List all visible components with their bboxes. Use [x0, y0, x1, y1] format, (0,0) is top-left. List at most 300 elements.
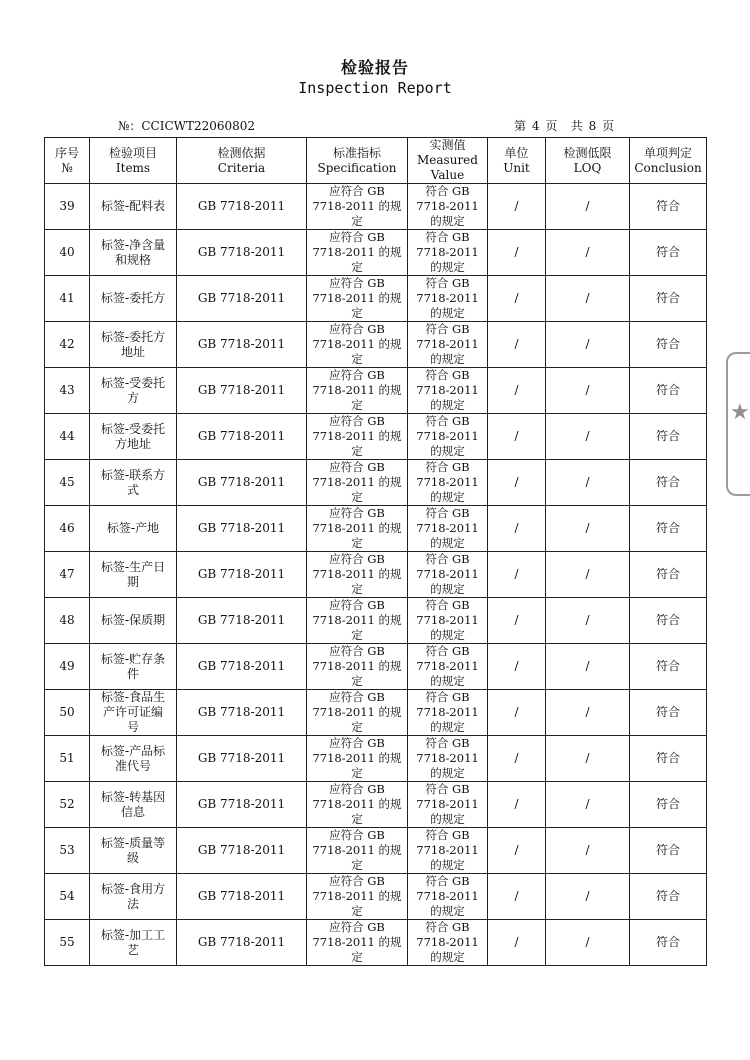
criteria-cell: GB 7718-2011	[177, 598, 307, 644]
spec-cell	[307, 552, 408, 598]
item-cell-line: 标签-配料表	[100, 199, 166, 213]
measured-cell-line: 的规定	[430, 306, 465, 320]
unit-cell: /	[488, 690, 546, 736]
measured-cell-line: 7718-2011	[416, 199, 479, 213]
measured-cell-line: 7718-2011	[416, 843, 479, 857]
item-cell-line: 标签-食用方	[100, 881, 166, 896]
item-cell-line: 件	[126, 666, 139, 681]
measured-cell-line: 的规定	[430, 444, 465, 458]
conclusion-cell: 符合	[630, 920, 707, 966]
measured-cell	[408, 368, 488, 414]
loq-cell: /	[546, 920, 630, 966]
measured-cell-line: 的规定	[430, 904, 465, 918]
unit-cell: /	[488, 736, 546, 782]
item-cell-line: 和规格	[114, 252, 151, 267]
row-number: 47	[45, 552, 90, 598]
spec-cell	[307, 322, 408, 368]
column-header-cn: 标准指标	[332, 145, 381, 160]
item-cell-line: 式	[126, 482, 139, 497]
column-header-cn: 单位	[504, 145, 529, 160]
column-header-cn: 检测低限	[563, 145, 612, 160]
spec-cell-line: 7718-2011 的规	[312, 935, 402, 949]
conclusion-cell: 符合	[630, 414, 707, 460]
measured-cell-line: 7718-2011	[416, 889, 479, 903]
spec-cell	[307, 644, 408, 690]
table-row	[45, 460, 707, 506]
spec-cell	[307, 598, 408, 644]
criteria-cell: GB 7718-2011	[177, 368, 307, 414]
measured-cell-line: 7718-2011	[416, 291, 479, 305]
item-cell	[90, 414, 177, 460]
measured-cell-line: 符合 GB	[425, 552, 470, 566]
column-header-en: Specification	[317, 160, 397, 175]
criteria-cell: GB 7718-2011	[177, 184, 307, 230]
column-header	[488, 138, 546, 184]
measured-cell-line: 符合 GB	[425, 276, 470, 290]
item-cell	[90, 920, 177, 966]
measured-cell	[408, 460, 488, 506]
row-number: 51	[45, 736, 90, 782]
item-cell-line: 标签-生产日	[100, 559, 166, 574]
spec-cell-line: 应符合 GB	[329, 782, 385, 796]
row-number: 39	[45, 184, 90, 230]
spec-cell	[307, 828, 408, 874]
spec-cell-line: 定	[351, 306, 363, 320]
measured-cell-line: 的规定	[430, 950, 465, 964]
item-cell-line: 地址	[120, 344, 145, 359]
spec-cell-line: 应符合 GB	[329, 598, 385, 612]
spec-cell-line: 应符合 GB	[329, 322, 385, 336]
measured-cell	[408, 690, 488, 736]
measured-cell-line: 符合 GB	[425, 874, 470, 888]
item-cell-line: 标签-委托方	[100, 329, 166, 344]
measured-cell-line: 的规定	[430, 628, 465, 642]
criteria-cell: GB 7718-2011	[177, 230, 307, 276]
loq-cell: /	[546, 782, 630, 828]
spec-cell	[307, 184, 408, 230]
spec-cell-line: 应符合 GB	[329, 414, 385, 428]
unit-cell: /	[488, 414, 546, 460]
measured-cell	[408, 552, 488, 598]
star-icon: ★	[730, 400, 750, 425]
table-row	[45, 644, 707, 690]
table-row	[45, 552, 707, 598]
item-cell-line: 标签-贮存条	[100, 651, 166, 666]
criteria-cell: GB 7718-2011	[177, 276, 307, 322]
loq-cell: /	[546, 368, 630, 414]
item-cell-line: 标签-加工工	[100, 927, 166, 942]
item-cell-line: 信息	[120, 804, 145, 819]
item-cell	[90, 368, 177, 414]
measured-cell-line: 符合 GB	[425, 598, 470, 612]
item-cell-line: 标签-联系方	[100, 467, 166, 482]
loq-cell: /	[546, 506, 630, 552]
spec-cell	[307, 414, 408, 460]
item-cell	[90, 184, 177, 230]
measured-cell-line: 符合 GB	[425, 460, 470, 474]
spec-cell-line: 应符合 GB	[329, 460, 385, 474]
spec-cell-line: 定	[351, 352, 363, 366]
measured-cell-line: 的规定	[430, 398, 465, 412]
table-header	[45, 138, 707, 184]
item-cell	[90, 598, 177, 644]
item-cell	[90, 690, 177, 736]
measured-cell	[408, 598, 488, 644]
page-label-gong: 共	[570, 119, 583, 133]
column-header	[90, 138, 177, 184]
spec-cell	[307, 368, 408, 414]
spec-cell-line: 定	[351, 398, 363, 412]
unit-cell: /	[488, 874, 546, 920]
conclusion-cell: 符合	[630, 552, 707, 598]
spec-cell-line: 应符合 GB	[329, 230, 385, 244]
conclusion-cell: 符合	[630, 782, 707, 828]
row-number: 41	[45, 276, 90, 322]
spec-cell-line: 7718-2011 的规	[312, 843, 402, 857]
criteria-cell: GB 7718-2011	[177, 690, 307, 736]
loq-cell: /	[546, 828, 630, 874]
measured-cell-line: 符合 GB	[425, 184, 470, 198]
spec-cell-line: 应符合 GB	[329, 736, 385, 750]
page-current: 4	[531, 119, 540, 133]
measured-cell-line: 7718-2011	[416, 245, 479, 259]
column-header-cn: 实测值	[429, 138, 466, 152]
conclusion-cell: 符合	[630, 184, 707, 230]
spec-cell-line: 7718-2011 的规	[312, 613, 402, 627]
column-header-en: Unit	[503, 160, 530, 175]
item-cell-line: 级	[126, 850, 139, 865]
item-cell-line: 艺	[126, 942, 139, 957]
table-row	[45, 736, 707, 782]
item-cell	[90, 552, 177, 598]
spec-cell-line: 7718-2011 的规	[312, 659, 402, 673]
spec-cell	[307, 460, 408, 506]
column-header	[630, 138, 707, 184]
item-cell-line: 方地址	[114, 436, 151, 451]
spec-cell-line: 7718-2011 的规	[312, 291, 402, 305]
spec-cell-line: 定	[351, 536, 363, 550]
measured-cell-line: 7718-2011	[416, 613, 479, 627]
measured-cell	[408, 230, 488, 276]
unit-cell: /	[488, 184, 546, 230]
row-number: 50	[45, 690, 90, 736]
row-number: 49	[45, 644, 90, 690]
measured-cell-line: 的规定	[430, 766, 465, 780]
measured-cell-line: 符合 GB	[425, 736, 470, 750]
spec-cell-line: 定	[351, 214, 363, 228]
measured-cell-line: 7718-2011	[416, 521, 479, 535]
item-cell-line: 标签-受委托	[100, 421, 166, 436]
spec-cell-line: 定	[351, 858, 363, 872]
unit-cell: /	[488, 552, 546, 598]
report-title-cn: 检验报告	[340, 58, 409, 77]
measured-cell	[408, 920, 488, 966]
row-number: 45	[45, 460, 90, 506]
column-header-en: Measured	[417, 153, 478, 167]
criteria-cell: GB 7718-2011	[177, 920, 307, 966]
measured-cell-line: 符合 GB	[425, 506, 470, 520]
measured-cell-line: 7718-2011	[416, 659, 479, 673]
criteria-cell: GB 7718-2011	[177, 782, 307, 828]
unit-cell: /	[488, 598, 546, 644]
spec-cell-line: 7718-2011 的规	[312, 337, 402, 351]
spec-cell-line: 7718-2011 的规	[312, 199, 402, 213]
unit-cell: /	[488, 506, 546, 552]
table-row	[45, 920, 707, 966]
measured-cell	[408, 644, 488, 690]
item-cell	[90, 322, 177, 368]
measured-cell-line: 符合 GB	[425, 690, 470, 704]
unit-cell: /	[488, 782, 546, 828]
measured-cell-line: 的规定	[430, 214, 465, 228]
item-cell	[90, 736, 177, 782]
row-number: 42	[45, 322, 90, 368]
loq-cell: /	[546, 874, 630, 920]
measured-cell-line: 符合 GB	[425, 368, 470, 382]
column-header-en: Items	[115, 160, 151, 175]
seal-stamp-fragment	[726, 352, 750, 496]
loq-cell: /	[546, 736, 630, 782]
page-label-ye-2: 页	[602, 119, 615, 133]
spec-cell-line: 7718-2011 的规	[312, 751, 402, 765]
row-number: 46	[45, 506, 90, 552]
unit-cell: /	[488, 322, 546, 368]
page-indicator	[514, 117, 616, 134]
table-row	[45, 414, 707, 460]
loq-cell: /	[546, 460, 630, 506]
table-row	[45, 598, 707, 644]
table-row	[45, 368, 707, 414]
measured-cell	[408, 322, 488, 368]
loq-cell: /	[546, 184, 630, 230]
measured-cell-line: 的规定	[430, 260, 465, 274]
criteria-cell: GB 7718-2011	[177, 506, 307, 552]
row-number: 53	[45, 828, 90, 874]
page-total: 8	[588, 119, 597, 133]
spec-cell	[307, 506, 408, 552]
column-header-cn: 单项判定	[643, 145, 692, 160]
measured-cell-line: 的规定	[430, 352, 465, 366]
criteria-cell: GB 7718-2011	[177, 644, 307, 690]
spec-cell-line: 7718-2011 的规	[312, 889, 402, 903]
conclusion-cell: 符合	[630, 828, 707, 874]
measured-cell-line: 符合 GB	[425, 828, 470, 842]
item-cell-line: 标签-委托方	[100, 291, 166, 305]
measured-cell-line: 的规定	[430, 490, 465, 504]
measured-cell-line: 的规定	[430, 812, 465, 826]
measured-cell-line: 的规定	[430, 536, 465, 550]
table-body	[45, 184, 707, 966]
row-number: 40	[45, 230, 90, 276]
spec-cell-line: 应符合 GB	[329, 506, 385, 520]
measured-cell-line: 7718-2011	[416, 383, 479, 397]
report-number: №：CCICWT22060802	[118, 119, 256, 133]
conclusion-cell: 符合	[630, 736, 707, 782]
measured-cell-line: 符合 GB	[425, 322, 470, 336]
spec-cell-line: 7718-2011 的规	[312, 245, 402, 259]
unit-cell: /	[488, 460, 546, 506]
measured-cell-line: 7718-2011	[416, 567, 479, 581]
conclusion-cell: 符合	[630, 368, 707, 414]
measured-cell-line: 7718-2011	[416, 751, 479, 765]
row-number: 54	[45, 874, 90, 920]
spec-cell-line: 应符合 GB	[329, 644, 385, 658]
loq-cell: /	[546, 644, 630, 690]
measured-cell	[408, 184, 488, 230]
unit-cell: /	[488, 828, 546, 874]
unit-cell: /	[488, 920, 546, 966]
spec-cell-line: 定	[351, 904, 363, 918]
column-header	[408, 138, 488, 184]
column-header-en: Criteria	[217, 160, 266, 175]
item-cell-line: 标签-产品标	[100, 743, 166, 758]
measured-cell-line: 符合 GB	[425, 230, 470, 244]
item-cell	[90, 874, 177, 920]
table-row	[45, 828, 707, 874]
spec-cell-line: 7718-2011 的规	[312, 429, 402, 443]
measured-cell-line: 的规定	[430, 858, 465, 872]
measured-cell-line: 符合 GB	[425, 920, 470, 934]
row-number: 44	[45, 414, 90, 460]
item-cell-line: 标签-净含量	[100, 237, 166, 252]
measured-cell-line: 7718-2011	[416, 337, 479, 351]
measured-cell	[408, 276, 488, 322]
spec-cell-line: 定	[351, 444, 363, 458]
spec-cell-line: 应符合 GB	[329, 276, 385, 290]
criteria-cell: GB 7718-2011	[177, 552, 307, 598]
spec-cell-line: 定	[351, 720, 363, 734]
table-row	[45, 506, 707, 552]
item-cell	[90, 460, 177, 506]
table-row	[45, 230, 707, 276]
measured-cell-line: 7718-2011	[416, 705, 479, 719]
table-row	[45, 184, 707, 230]
measured-cell	[408, 782, 488, 828]
column-header-cn: 检测依据	[217, 145, 266, 160]
spec-cell	[307, 874, 408, 920]
criteria-cell: GB 7718-2011	[177, 828, 307, 874]
conclusion-cell: 符合	[630, 598, 707, 644]
measured-cell-line: 7718-2011	[416, 429, 479, 443]
item-cell-line: 期	[126, 574, 139, 589]
spec-cell-line: 应符合 GB	[329, 368, 385, 382]
page-label-di: 第	[514, 119, 527, 133]
loq-cell: /	[546, 276, 630, 322]
conclusion-cell: 符合	[630, 322, 707, 368]
criteria-cell: GB 7718-2011	[177, 460, 307, 506]
measured-cell-line: 符合 GB	[425, 782, 470, 796]
row-number: 43	[45, 368, 90, 414]
loq-cell: /	[546, 414, 630, 460]
conclusion-cell: 符合	[630, 230, 707, 276]
item-cell-line: 标签-受委托	[100, 375, 166, 390]
conclusion-cell: 符合	[630, 276, 707, 322]
spec-cell-line: 应符合 GB	[329, 690, 385, 704]
spec-cell-line: 定	[351, 674, 363, 688]
spec-cell-line: 定	[351, 490, 363, 504]
criteria-cell: GB 7718-2011	[177, 414, 307, 460]
measured-cell-line: 7718-2011	[416, 797, 479, 811]
measured-cell-line: 的规定	[430, 582, 465, 596]
unit-cell: /	[488, 644, 546, 690]
inspection-table	[44, 137, 707, 966]
table-row	[45, 322, 707, 368]
measured-cell	[408, 414, 488, 460]
spec-cell-line: 7718-2011 的规	[312, 797, 402, 811]
spec-cell-line: 应符合 GB	[329, 828, 385, 842]
measured-cell	[408, 828, 488, 874]
conclusion-cell: 符合	[630, 874, 707, 920]
item-cell	[90, 230, 177, 276]
item-cell	[90, 276, 177, 322]
item-cell-line: 标签-转基因	[100, 789, 166, 804]
table-row	[45, 690, 707, 736]
column-header-en-2: Value	[430, 168, 465, 182]
spec-cell	[307, 690, 408, 736]
item-cell	[90, 644, 177, 690]
item-cell-line: 准代号	[114, 758, 151, 773]
row-number: 48	[45, 598, 90, 644]
spec-cell	[307, 920, 408, 966]
item-cell-line: 方	[126, 390, 139, 405]
criteria-cell: GB 7718-2011	[177, 736, 307, 782]
spec-cell-line: 7718-2011 的规	[312, 705, 402, 719]
spec-cell-line: 定	[351, 950, 363, 964]
item-cell-line: 号	[126, 720, 139, 734]
table-row	[45, 782, 707, 828]
unit-cell: /	[488, 368, 546, 414]
page-label-ye: 页	[545, 119, 558, 133]
spec-cell	[307, 782, 408, 828]
measured-cell-line: 7718-2011	[416, 475, 479, 489]
item-cell	[90, 506, 177, 552]
spec-cell-line: 定	[351, 812, 363, 826]
loq-cell: /	[546, 230, 630, 276]
loq-cell: /	[546, 322, 630, 368]
measured-cell-line: 的规定	[430, 720, 465, 734]
spec-cell-line: 应符合 GB	[329, 552, 385, 566]
spec-cell-line: 定	[351, 260, 363, 274]
column-header-en: Conclusion	[634, 160, 702, 175]
item-cell-line: 标签-质量等	[100, 835, 166, 850]
item-cell-line: 标签-食品生	[100, 690, 166, 704]
spec-cell-line: 应符合 GB	[329, 874, 385, 888]
unit-cell: /	[488, 276, 546, 322]
spec-cell-line: 定	[351, 582, 363, 596]
column-header	[45, 138, 90, 184]
measured-cell	[408, 506, 488, 552]
item-cell-line: 标签-产地	[106, 521, 160, 535]
report-title-en: Inspection Report	[298, 79, 452, 97]
item-cell	[90, 828, 177, 874]
measured-cell-line: 7718-2011	[416, 935, 479, 949]
item-cell	[90, 782, 177, 828]
spec-cell-line: 应符合 GB	[329, 184, 385, 198]
spec-cell-line: 定	[351, 628, 363, 642]
unit-cell: /	[488, 230, 546, 276]
column-header-cn: 检验项目	[108, 145, 157, 160]
measured-cell	[408, 736, 488, 782]
column-header	[307, 138, 408, 184]
loq-cell: /	[546, 690, 630, 736]
column-header-cn: 序号	[54, 145, 79, 160]
column-header-en: №	[61, 160, 73, 175]
row-number: 52	[45, 782, 90, 828]
spec-cell-line: 7718-2011 的规	[312, 521, 402, 535]
measured-cell-line: 的规定	[430, 674, 465, 688]
conclusion-cell: 符合	[630, 690, 707, 736]
criteria-cell: GB 7718-2011	[177, 322, 307, 368]
